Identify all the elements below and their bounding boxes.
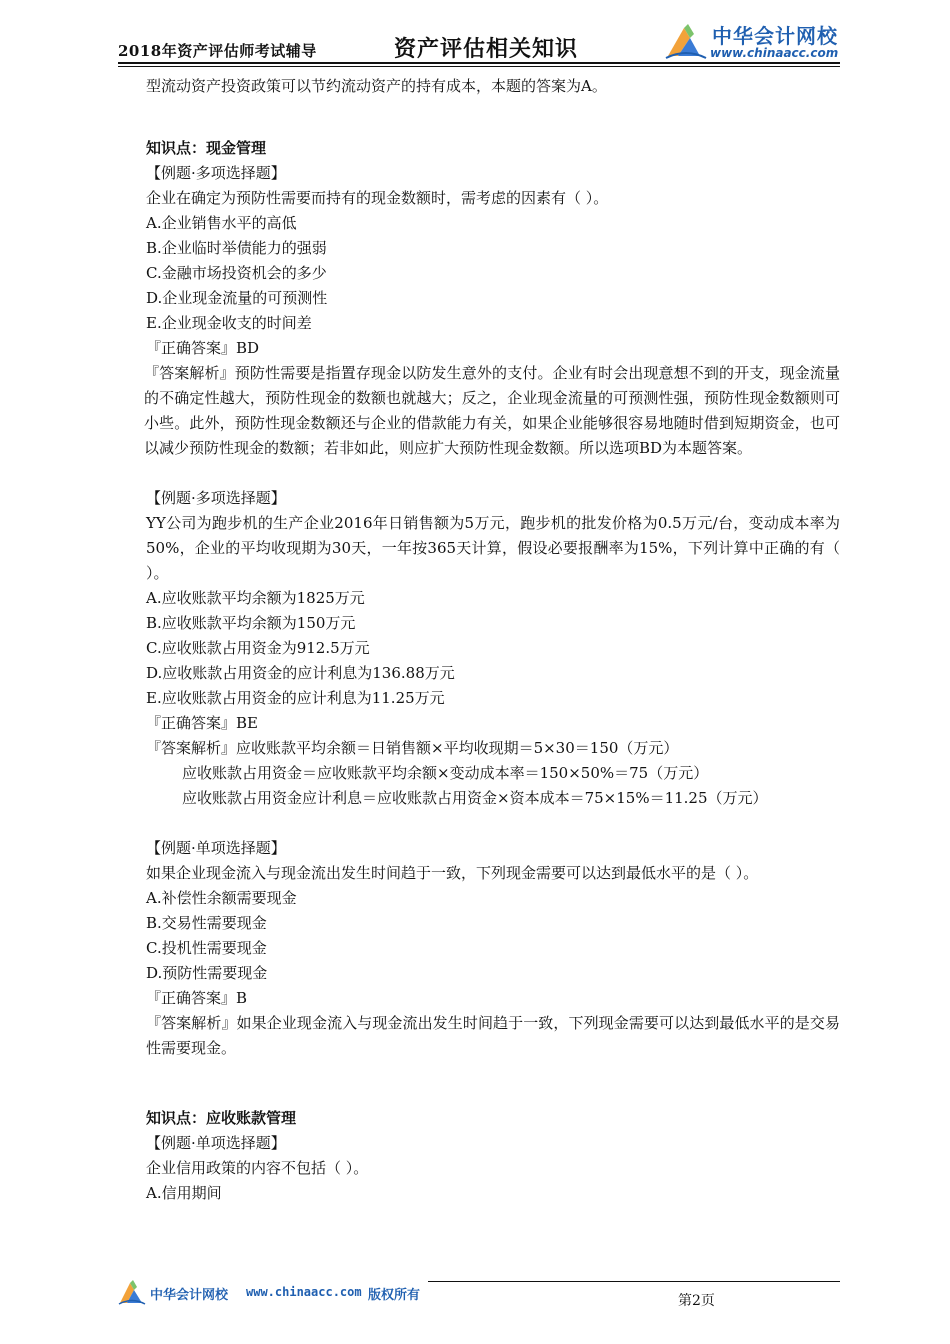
footer-url-link[interactable]: www.chinaacc.com: [246, 1285, 362, 1299]
question-stem: YY公司为跑步机的生产企业2016年日销售额为5万元，跑步机的批发价格为0.5万元/台，变动成本率为50%，企业的平均收现期为30天，一年按365天计算，假设必要报酬率为15%，下列计算中正确的有（ ）。: [146, 514, 840, 582]
option-a: A.补偿性余额需要现金: [146, 889, 297, 907]
section-heading-cash: 知识点：现金管理: [146, 139, 267, 157]
correct-answer: 『正确答案』BE: [146, 714, 258, 732]
option-b: B.企业临时举债能力的强弱: [146, 239, 327, 257]
answer-analysis: 『答案解析』如果企业现金流入与现金流出发生时间趋于一致，下列现金需要可以达到最低水平的是交易性需要现金。: [146, 1014, 840, 1057]
option-e: E.企业现金收支的时间差: [146, 314, 312, 332]
option-c: C.应收账款占用资金为912.5万元: [146, 639, 370, 657]
answer-analysis-line: 『答案解析』应收账款平均余额＝日销售额×平均收现期＝5×30＝150（万元）: [146, 739, 679, 757]
footer-divider: [428, 1281, 840, 1282]
footer-brand: 中华会计网校: [150, 1288, 229, 1303]
question-stem: 企业在确定为预防性需要而持有的现金数额时，需考虑的因素有（ ）。: [146, 189, 609, 207]
correct-answer: 『正确答案』BD: [146, 339, 260, 357]
question-stem: 如果企业现金流入与现金流出发生时间趋于一致，下列现金需要可以达到最低水平的是（ ）。: [146, 864, 759, 882]
logo-brand-text: 中华会计网校: [712, 24, 838, 48]
option-e: E.应收账款占用资金的应计利息为11.25万元: [146, 689, 445, 707]
continuation-text: 型流动资产投资政策可以节约流动资产的持有成本，本题的答案为A。: [146, 77, 607, 95]
question-stem: 企业信用政策的内容不包括（ ）。: [146, 1159, 369, 1177]
footer-logo-icon: [118, 1279, 146, 1305]
logo-triangle-icon: [664, 22, 708, 60]
option-a: A.信用期间: [146, 1184, 222, 1202]
section-heading-receivables: 知识点：应收账款管理: [146, 1109, 297, 1127]
page-footer: [118, 1276, 840, 1316]
header-exam-title: 2018年资产评估师考试辅导: [118, 42, 317, 60]
option-d: D.应收账款占用资金的应计利息为136.88万元: [146, 664, 455, 682]
question-tag: 【例题·单项选择题】: [146, 839, 286, 857]
header-logo[interactable]: [664, 18, 840, 62]
header-subject-title: 资产评估相关知识: [394, 36, 579, 62]
option-c: C.投机性需要现金: [146, 939, 267, 957]
option-d: D.预防性需要现金: [146, 964, 268, 982]
question-tag: 【例题·多项选择题】: [146, 489, 286, 507]
question-tag: 【例题·多项选择题】: [146, 164, 286, 182]
option-a: A.企业销售水平的高低: [146, 214, 297, 232]
header-divider: [118, 62, 840, 64]
answer-analysis-line: 应收账款占用资金＝应收账款平均余额×变动成本率＝150×50%＝75（万元）: [182, 764, 709, 782]
correct-answer: 『正确答案』B: [146, 989, 248, 1007]
logo-url-text: www.chinaacc.com: [710, 46, 839, 60]
answer-analysis-line: 应收账款占用资金应计利息＝应收账款占用资金×资本成本＝75×15%＝11.25（万元）: [182, 789, 768, 807]
option-d: D.企业现金流量的可预测性: [146, 289, 328, 307]
header-divider-thin: [118, 66, 840, 67]
page-content: [146, 74, 840, 1206]
question-tag: 【例题·单项选择题】: [146, 1134, 286, 1152]
footer-rights: 版权所有: [368, 1288, 421, 1303]
page-number: 第2页: [678, 1293, 715, 1309]
option-b: B.应收账款平均余额为150万元: [146, 614, 356, 632]
page-header: [118, 18, 840, 62]
option-c: C.金融市场投资机会的多少: [146, 264, 327, 282]
option-a: A.应收账款平均余额为1825万元: [146, 589, 365, 607]
answer-analysis: 『答案解析』预防性需要是指置存现金以防发生意外的支付。企业有时会出现意想不到的开支，现金流量的不确定性越大，预防性现金的数额也就越大；反之，企业现金流量的可预测性强，预防性现金数额则可小些。此外，预防性现金数额还与企业的借款能力有关，如果企业能够很容易地随时借到短期资金，也可以减少预防性现金的数额；若非如此，则应扩大预防性现金数额。所以选项BD为本题答案。: [144, 364, 840, 457]
option-b: B.交易性需要现金: [146, 914, 267, 932]
